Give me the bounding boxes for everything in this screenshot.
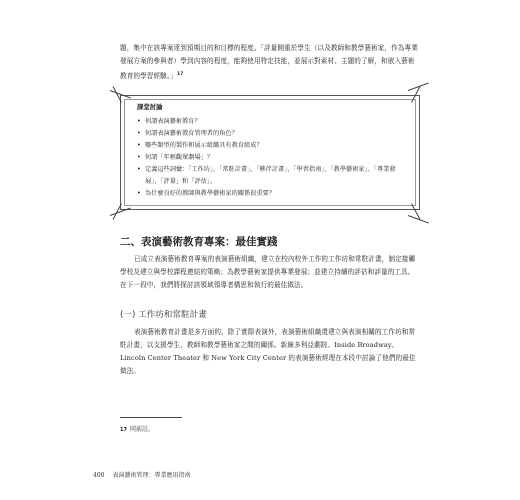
class-discussion-box [120, 95, 420, 210]
discussion-question-list [137, 116, 407, 200]
discussion-item: • 何謂表演藝術教育？ [137, 116, 407, 128]
discussion-item: • 為什麼良好的教師與教學藝術家的關係很重要？ [137, 188, 407, 200]
bullet-icon: • [137, 166, 141, 173]
subsection-paragraph: 表演藝術教育計畫是多方面的。除了實際表演外，表演藝術組織還建立與表演相關的工作坊和常駐計畫，以支援學生、教師和教學藝術家之間的關係。新線多利亞劇院、Inside Broadway、Lincoln Center Theater 和 New York City Center 的表演藝術經理在本段中討論了他們的最佳做法。 [120, 328, 416, 375]
intro-paragraph [120, 42, 420, 83]
footnote-text: 同前註。 [129, 426, 154, 433]
footnote [120, 424, 154, 433]
bullet-icon: • [137, 142, 141, 149]
discussion-title: 課堂討論 [137, 103, 163, 111]
bullet-icon: • [137, 118, 141, 125]
discussion-item: • 何謂表演藝術教育管理者的角色？ [137, 128, 407, 140]
discussion-item: • 哪些類型的製作和展示組織具有教育組成？ [137, 140, 407, 152]
subsection-heading: (一) 工作坊和常駐計畫 [120, 310, 207, 320]
section-body [120, 253, 420, 292]
subsection-body [120, 326, 420, 378]
footnote-number: 17 [120, 427, 127, 433]
footnote-divider [120, 417, 182, 418]
bullet-icon: • [137, 154, 141, 161]
discussion-item: • 何謂「年輕觀眾劇場」？ [137, 152, 407, 164]
page-number: 400 [93, 472, 105, 479]
running-title: 表演藝術管理：專業應用指南 [112, 472, 191, 479]
footnote-reference: 17 [176, 72, 184, 77]
discussion-item: • 定義這些詞彙：「工作坊」、「常駐計畫」、「夥伴計畫」、「學習指南」、「教學藝術家」、「專業發展」、「評量」和「評估」。 [137, 166, 396, 185]
page-footer [93, 470, 190, 479]
section-heading: 二、表演藝術教育專案：最佳實踐 [120, 236, 278, 248]
bullet-icon: • [137, 130, 141, 137]
section-paragraph: 已成立表演藝術教育專案的表演藝術組織，建立在校內校外工作的工作坊和常駐計畫，制定接觸學校及建立與學校課程連結的策略；為教學藝術家提供專業發展；並建立持續的評估和評量的工具。在下一段中，我們將探討該領域領導者構思和執行的最佳做法。 [120, 255, 416, 289]
intro-text: 題，集中在該專案達到預期目的和目標的程度。「評量側重於學生（以及教師和教學藝術家，作為專業發展方案的參與者）學到內容的程度，能夠使用特定技能，並展示對素材、主題的了解，和嵌入藝術教育的學習經驗。」 [120, 44, 418, 81]
bullet-icon: • [137, 190, 141, 197]
